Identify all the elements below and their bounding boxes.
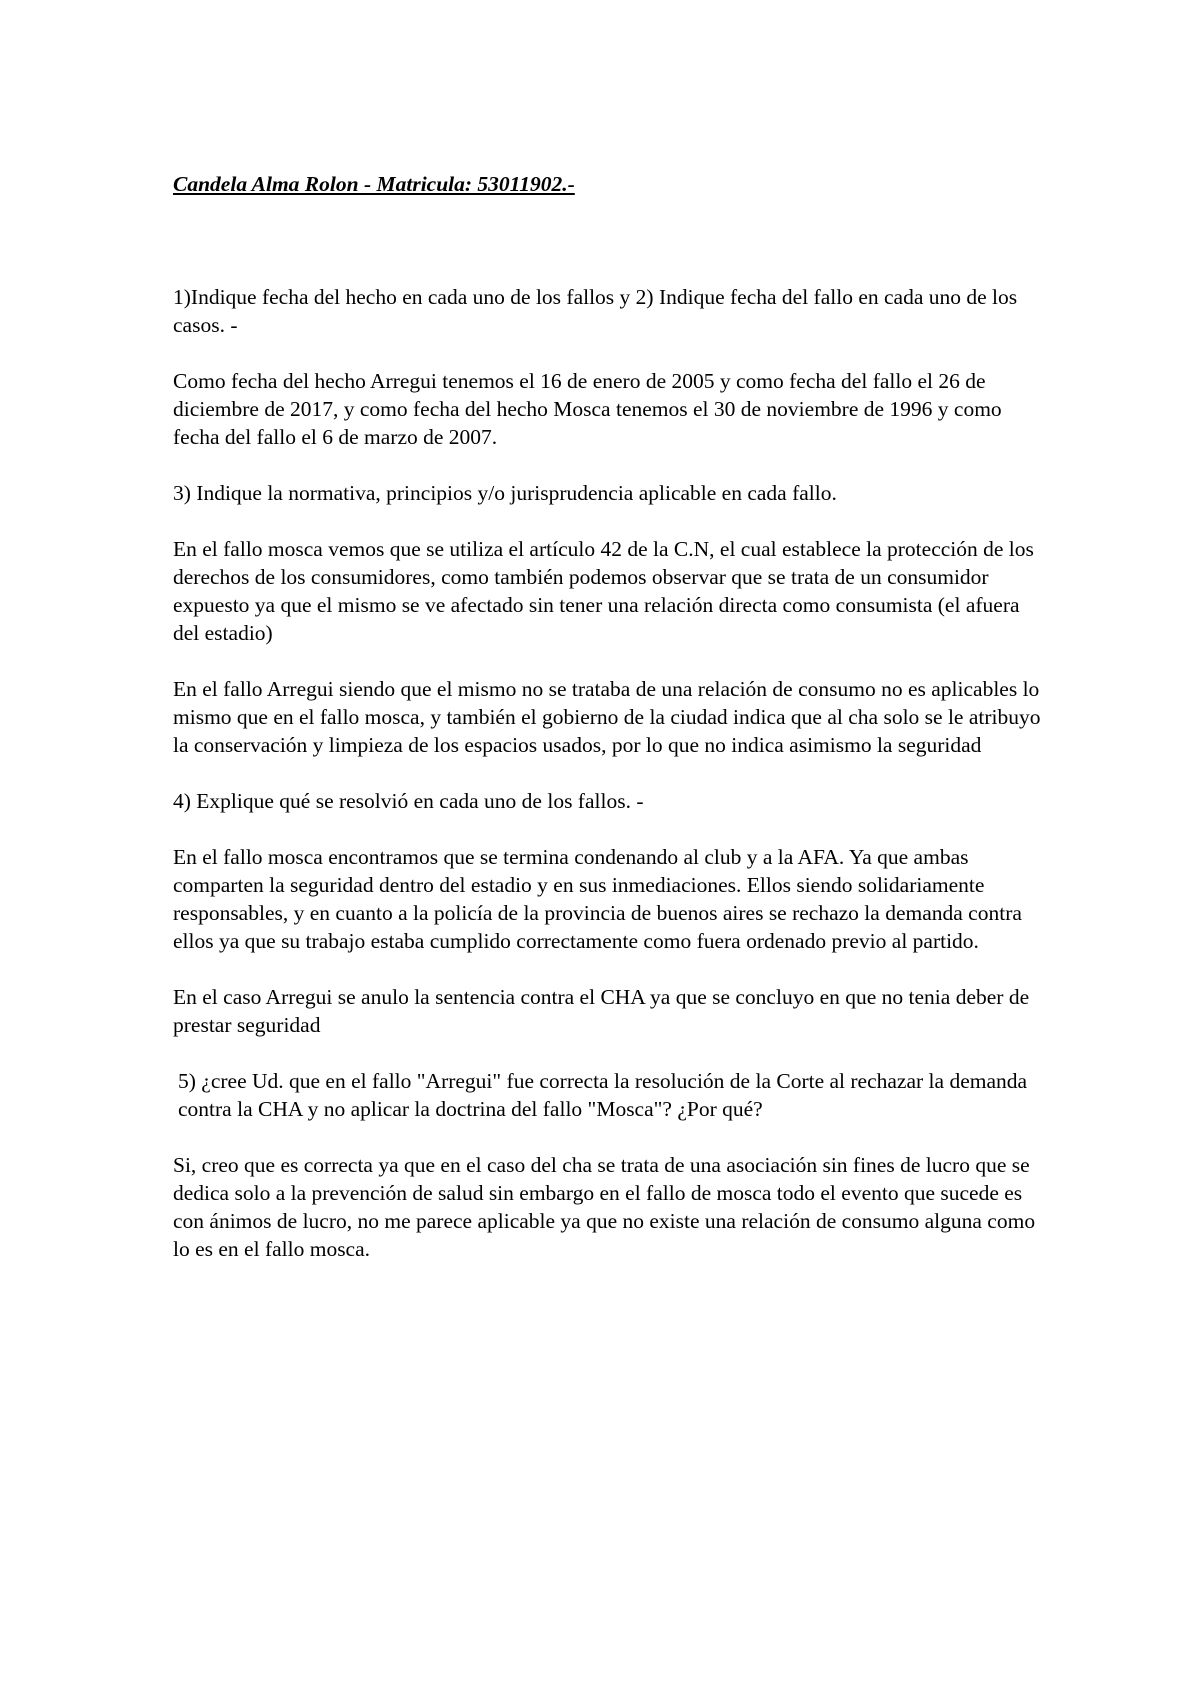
question-3: 3) Indique la normativa, principios y/o jurisprudencia aplicable en cada fallo. bbox=[173, 481, 837, 505]
spacer bbox=[173, 339, 1043, 367]
question-1-2: 1)Indique fecha del hecho en cada uno de los fallos y 2) Indique fecha del fallo en cada uno de los casos. - bbox=[173, 285, 1018, 337]
spacer bbox=[173, 759, 1043, 787]
spacer bbox=[173, 1039, 1043, 1067]
question-4: 4) Explique qué se resolvió en cada uno de los fallos. - bbox=[173, 789, 644, 813]
spacer bbox=[173, 815, 1043, 843]
spacer bbox=[173, 507, 1043, 535]
answer-4-arregui: En el caso Arregui se anulo la sentencia contra el CHA ya que se concluyo en que no tenia deber de prestar seguridad bbox=[173, 985, 1030, 1037]
answer-5: Si, creo que es correcta ya que en el caso del cha se trata de una asociación sin fines de lucro que se dedica solo a la prevención de salud sin embargo en el fallo de mosca todo el evento que sucede es con ánimos de lucro, no me parece aplicable ya que no existe una relación de consumo alguna como lo es en el fallo mosca. bbox=[173, 1153, 1036, 1261]
answer-3-mosca: En el fallo mosca vemos que se utiliza el artículo 42 de la C.N, el cual establece la protección de los derechos de los consumidores, como también podemos observar que se trata de un consumidor expuesto ya que el mismo se ve afectado sin tener una relación directa como consumista (el afuera del estadio) bbox=[173, 537, 1034, 645]
spacer bbox=[173, 955, 1043, 983]
spacer bbox=[173, 451, 1043, 479]
question-5: 5) ¿cree Ud. que en el fallo "Arregui" fue correcta la resolución de la Corte al rechazar la demanda contra la CHA y no aplicar la doctrina del fallo "Mosca"? ¿Por qué? bbox=[178, 1069, 1028, 1121]
document-body bbox=[173, 170, 1043, 1263]
student-header: Candela Alma Rolon - Matricula: 53011902.- bbox=[173, 172, 575, 196]
answer-3-arregui: En el fallo Arregui siendo que el mismo no se trataba de una relación de consumo no es aplicables lo mismo que en el fallo mosca, y también el gobierno de la ciudad indica que al cha solo se le atribuyo la conservación y limpieza de los espacios usados, por lo que no indica asimismo la seguridad bbox=[173, 677, 1041, 757]
spacer bbox=[173, 1123, 1043, 1151]
answer-4-mosca: En el fallo mosca encontramos que se termina condenando al club y a la AFA. Ya que ambas comparten la seguridad dentro del estadio y en sus inmediaciones. Ellos siendo solidariamente responsables, y en cuanto a la policía de la provincia de buenos aires se rechazo la demanda contra ellos ya que su trabajo estaba cumplido correctamente como fuera ordenado previo al partido. bbox=[173, 845, 1022, 953]
spacer bbox=[173, 198, 1043, 283]
answer-1-2: Como fecha del hecho Arregui tenemos el 16 de enero de 2005 y como fecha del fallo el 26 de diciembre de 2017, y como fecha del hecho Mosca tenemos el 30 de noviembre de 1996 y como fecha del fallo el 6 de marzo de 2007. bbox=[173, 369, 1002, 449]
spacer bbox=[173, 647, 1043, 675]
